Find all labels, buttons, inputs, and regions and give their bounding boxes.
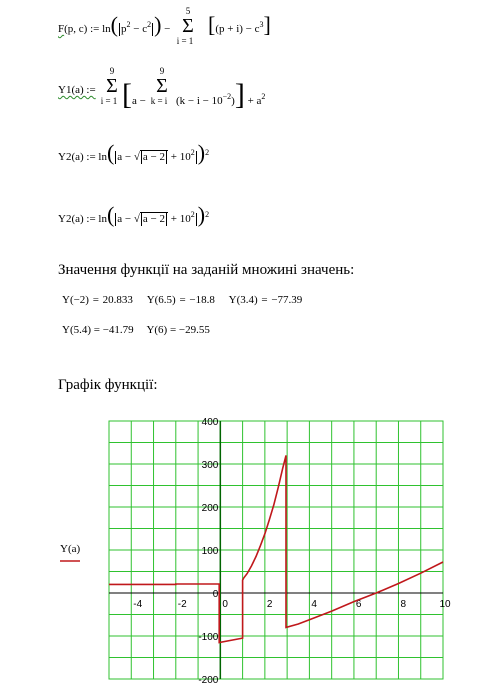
x-tick-label: 2 (266, 599, 273, 610)
f-exp: 2 (126, 20, 131, 29)
y1-body: [a − (122, 78, 146, 111)
f-ln: ln (102, 23, 111, 35)
y2-outer-exp: 2 (205, 148, 210, 157)
y1-plus: + a (247, 95, 262, 107)
y1-close: ) (231, 95, 235, 107)
y1-sum-bottom: i = 1 (100, 96, 118, 106)
f-p: p (120, 23, 127, 35)
formula-y2-second: Y2(a) := ln( a − √ $a - 2 + 10^2$ )$^2$ (58, 202, 210, 227)
x-tick-label: 8 (400, 599, 407, 610)
y1-inner-body: $(k - i - 10^{-2})] + a^2$ (176, 78, 266, 111)
value-item: Y(6) = −29.55 (146, 324, 210, 336)
y1-inner-top: 9 (159, 66, 165, 76)
chart-grid (109, 421, 443, 679)
y2-inner: a − 2 (142, 213, 166, 225)
f-sum-bottom: i = 1 (176, 36, 194, 46)
x-tick-label: 10 (439, 599, 451, 610)
y2-exp2: 2 (190, 210, 195, 219)
value-item: Y(3.4) = −77.39 (228, 294, 303, 306)
x-tick-label: -4 (133, 599, 143, 610)
chart-ticks (133, 417, 451, 686)
y-tick-label: 300 (201, 460, 219, 471)
f-sum-body: $[(p + i) - c^3]$ (208, 12, 271, 37)
f-exp3: 3 (259, 20, 264, 29)
f-name: F (58, 23, 65, 35)
y2-plus10: + 10 (170, 151, 191, 163)
formula-f: F(p, c) := ln( $p^2 - c^2$ ) − (58, 12, 171, 37)
y2-plus10: + 10 (170, 213, 191, 225)
y1-a-minus: a − (132, 95, 146, 107)
x-tick-label: 4 (311, 599, 317, 610)
f-sum-expr: (p + i) − c (215, 23, 260, 35)
f-sum-top: 5 (185, 6, 191, 16)
sigma-icon: Σ (106, 75, 118, 97)
x-tick-label: 0 (222, 599, 228, 610)
y-tick-label: -200 (198, 675, 219, 686)
y1-exp-neg2: −2 (222, 92, 232, 101)
sigma-icon: Σ (156, 75, 168, 97)
y1-exp2: 2 (261, 92, 266, 101)
x-tick-label: -2 (177, 599, 187, 610)
y2-name: Y2(a) := ln (58, 151, 107, 163)
y2-sqrt: a − √ (117, 151, 140, 163)
y1-inner-expr: (k − i − 10 (176, 95, 223, 107)
values-heading: Значення функції на заданій множині значень: (58, 262, 355, 278)
graph-heading: Графік функції: (58, 377, 158, 393)
value-item: Y(6.5) = −18.8 (146, 294, 215, 306)
y-tick-label: 400 (201, 417, 219, 428)
f-exp-b: 2 (147, 20, 152, 29)
y2-inner: a − 2 (142, 151, 166, 163)
value-item: Y(−2) = 20.833 (62, 294, 133, 306)
y2-sqrt: a − √ (117, 213, 140, 225)
y-tick-label: -100 (198, 632, 219, 643)
value-item: Y(5.4) = −41.79 (62, 324, 134, 336)
y-tick-label: 200 (201, 503, 219, 514)
y2-outer-exp: 2 (205, 210, 210, 219)
y-tick-label: 0 (212, 589, 219, 600)
f-minus-c: − c (133, 23, 148, 35)
f-args: (p, c) := (64, 23, 100, 35)
y-axis-label: Y(a) (60, 543, 81, 555)
f-minus: − (164, 23, 171, 35)
x-tick-label: 6 (355, 599, 362, 610)
sigma-icon: Σ (182, 15, 194, 37)
y-tick-label: 100 (201, 546, 219, 557)
y2-name: Y2(a) := ln (58, 213, 107, 225)
y2-exp2: 2 (190, 148, 195, 157)
formula-y2-first: Y2(a) := ln( a − √ $a - 2 + 10^2$ )$^2$ (58, 140, 210, 165)
y1-sum-top: 9 (109, 66, 115, 76)
y1-name: Y1(a) := (58, 84, 96, 96)
y1-inner-bottom: k = i (150, 96, 168, 106)
